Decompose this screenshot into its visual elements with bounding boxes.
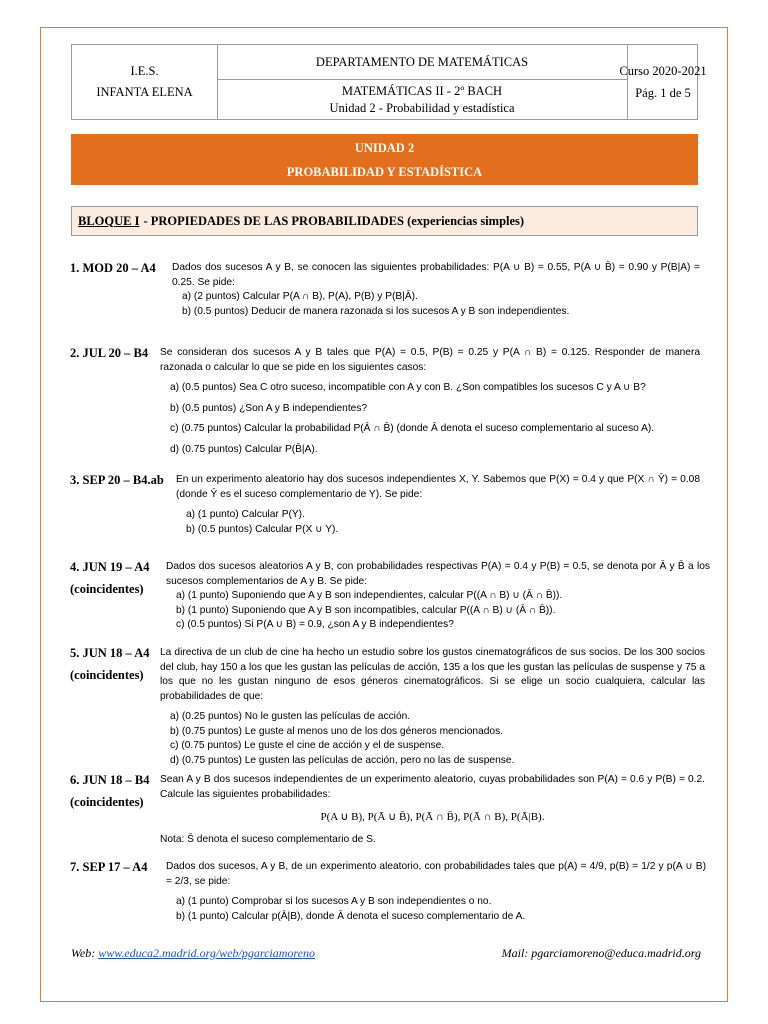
exercise-item: b) (1 punto) Suponiendo que A y B son incompatibles, calcular P((A ∩ B) ∪ (Ā ∩ B̄)). [176,604,556,616]
probability-list: P(A ∪ B), P(Ā ∪ B̄), P(Ā ∩ B̄), P(Ā ∩ B), P(Ā|B). [320,811,545,823]
block-heading [71,206,698,236]
exercise-code: 6. JUN 18 – B4 [70,773,150,787]
unit-banner [71,134,698,185]
department: DEPARTAMENTO DE MATEMÁTICAS [315,54,529,69]
exercise-text: Se consideran dos sucesos A y B tales que P(A) = 0.5, P(B) = 0.25 y P(A ∩ B) = 0.125. Responder de manera razonada o calcular lo que se pide en los siguientes casos: [160,347,700,373]
exercise-text: La directiva de un club de cine ha hecho un estudio sobre los gustos cinematográficos de sus socios. De los 300 socios del club, hay 150 a los que les gustan las películas de acción, 135 a los que les gustan las películas de suspense y 75 a los que no les gustan ninguno de esos géneros cinematográficos. Si se elige un socio cualquiera, calcular las probabilidades de que: [160,647,705,702]
school-cell [72,45,218,119]
exercise-sub: (coincidentes) [70,795,144,809]
web-link[interactable]: www.educa2.madrid.org/web/pgarciamoreno [98,946,315,960]
banner-line1: UNIDAD 2 [354,140,415,155]
exercise-item: a) (1 punto) Calcular P(Y). [186,509,305,520]
subject-cell [217,45,627,119]
exercise-item: b) (0.5 puntos) Calcular P(X ∪ Y). [186,523,339,535]
exercise-item: c) (0.75 puntos) Le guste el cine de acción y el de suspense. [170,740,445,751]
exercise-item: b) (1 punto) Calcular p(Ā|B), donde Ā denota el suceso complementario de A. [176,910,526,922]
header-table [71,44,707,120]
exercise-label: 7. SEP 17 – A4 [70,860,148,874]
footer-web [71,946,315,961]
exercise-label: 1. MOD 20 – A4 [70,261,156,275]
exercise-item: a) (0.5 puntos) Sea C otro suceso, incompatible con A y con B. ¿Son compatibles los sucesos C y A ∪ B? [170,382,646,393]
exercise-sub: (coincidentes) [70,582,144,596]
exercise-item: a) (0.25 puntos) No le gusten las películas de acción. [170,711,411,722]
exercise-text: Dados dos sucesos, A y B, de un experimento aleatorio, con probabilidades tales que p(A) = 4/9, p(B) = 1/2 y p(A ∪ B) = 2/3, se pide: [166,861,706,887]
exercise-label: 2. JUL 20 – B4 [70,346,149,360]
exercise-item: a) (1 punto) Suponiendo que A y B son independientes, calcular P((A ∩ B) ∪ (Ā ∩ B̄)). [176,590,563,601]
exercise-item: b) (0.75 puntos) Le guste al menos uno de los dos géneros mencionados. [170,725,504,737]
exercise-text: Sean A y B dos sucesos independientes de un experimento aleatorio, cuyas probabilidades son P(A) = 0.6 y P(B) = 0.2. Calcule las siguientes probabilidades: [160,774,705,800]
exercise-text: En un experimento aleatorio hay dos sucesos independientes X, Y. Sabemos que P(X) = 0.4 y que P(X ∩ Ȳ) = 0.08 (donde Ȳ es el suceso complementario de Y). Se pide: [176,474,700,500]
exercise-code: 5. JUN 18 – A4 [70,646,150,660]
exercise-item: b) (0.5 puntos) ¿Son A y B independientes? [170,402,368,414]
block-title: - PROPIEDADES DE LAS PROBABILIDADES (experiencias simples) [143,213,525,228]
school-line1: I.E.S. [130,64,159,78]
exercise-label [70,557,150,599]
page-number: Pág. 1 de 5 [635,86,691,100]
banner-line2: PROBABILIDAD Y ESTADÍSTICA [286,164,483,179]
exercise-item: c) (0.75 puntos) Calcular la probabilidad P(Ā ∩ B̄) (donde Ā denota el suceso complementario al suceso A). [170,423,655,434]
exercise-item: a) (1 punto) Comprobar si los sucesos A y B son independientes o no. [176,896,492,907]
exercise-item: d) (0.75 puntos) Calcular P(B̄|A). [170,443,318,455]
subject: MATEMÁTICAS II - 2º BACH [341,83,503,98]
web-label: Web: [71,946,96,960]
block-label: BLOQUE I [78,213,140,228]
exercise-text: Dados dos sucesos A y B, se conocen las siguientes probabilidades: P(A ∪ B) = 0.55, P(A ∪ B̄) = 0.90 y P(B|A) = 0.25. Se pide: [172,262,700,288]
school-line2: INFANTA ELENA [96,85,193,99]
exercise-item: c) (0.5 puntos) Si P(A ∪ B) = 0.9, ¿son A y B independientes? [176,619,454,630]
exercise-label [70,643,150,685]
exercise-item: b) (0.5 puntos) Deducir de manera razonada si los sucesos A y B son independientes. [182,305,570,317]
exercise-item: a) (2 puntos) Calcular P(A ∩ B), P(A), P(B) y P(B|Ā). [182,291,418,302]
course: Curso 2020-2021 [619,64,707,78]
exercise-label: 3. SEP 20 – B4.ab [70,473,164,487]
exercise-sub: (coincidentes) [70,668,144,682]
course-cell [619,45,707,119]
exercise-text: Dados dos sucesos aleatorios A y B, con probabilidades respectivas P(A) = 0.4 y P(B) = 0.5, se denota por Ā y B̄ a los sucesos complementarios de A y B. Se pide: [166,561,710,587]
exercise-item: d) (0.75 puntos) Le gusten las películas de acción, pero no las de suspense. [170,754,515,766]
unit: Unidad 2 - Probabilidad y estadística [329,100,515,115]
footer-mail: Mail: pgarciamoreno@educa.madrid.org [501,946,701,960]
exercise-note: Nota: S̄ denota el suceso complementario de S. [160,833,376,845]
exercise-label [70,770,150,812]
exercise-code: 4. JUN 19 – A4 [70,560,150,574]
